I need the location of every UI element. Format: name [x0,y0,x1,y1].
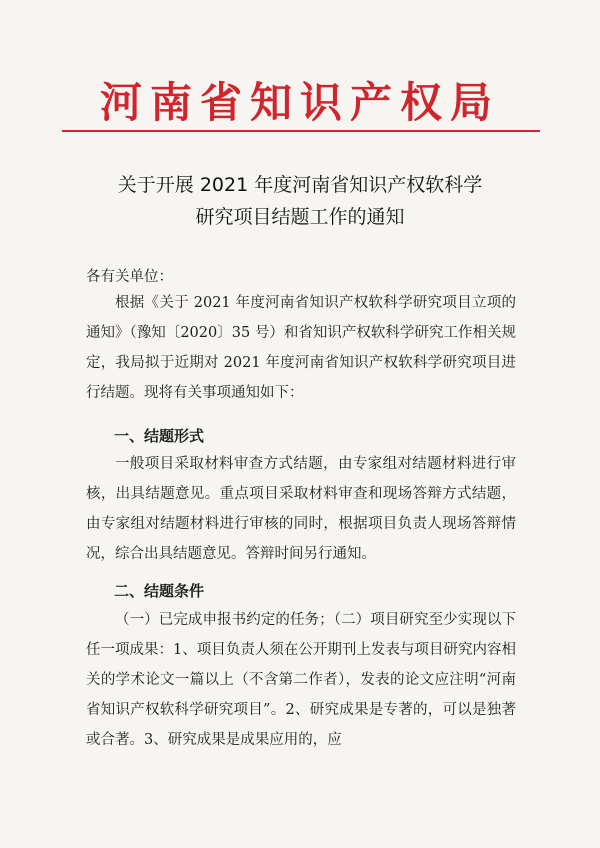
section-heading-2: 二、结题条件 [114,582,205,600]
notice-title-line-2: 研究项目结题工作的通知 [195,206,405,228]
section-body-2: （一）已完成申报书约定的任务；（二）项目研究至少实现以下任一项成果：1、项目负责人须在公开期刊上发表与项目研究内容相关的学术论文一篇以上（不含第二作者），发表的论文应注明“河南省知识产权软科学研究项目”。2、研究成果是专著的，可以是独著或合著。3、研究成果是成果应用的，应 [86,612,516,748]
notice-title-line-1: 关于开展 2021 年度河南省知识产权软科学 [117,174,483,196]
letterhead-rule [62,130,540,132]
section-heading-1: 一、结题形式 [114,427,205,445]
letterhead-title: 河南省知识产权局 [99,78,500,127]
salutation: 各有关单位： [86,269,173,285]
intro-paragraph: 根据《关于 2021 年度河南省知识产权软科学研究项目立项的通知》（豫知〔2020〕35 号）和省知识产权软科学研究工作相关规定，我局拟于近期对 2021 年度河南省知识产权软科学研究项目进行结题。现将有关事项通知如下： [86,295,516,401]
section-body-1: 一般项目采取材料审查方式结题，由专家组对结题材料进行审核，出具结题意见。重点项目采取材料审查和现场答辩方式结题，由专家组对结题材料进行审核的同时，根据项目负责人现场答辩情况，综合出具结题意见。答辩时间另行通知。 [86,456,516,562]
